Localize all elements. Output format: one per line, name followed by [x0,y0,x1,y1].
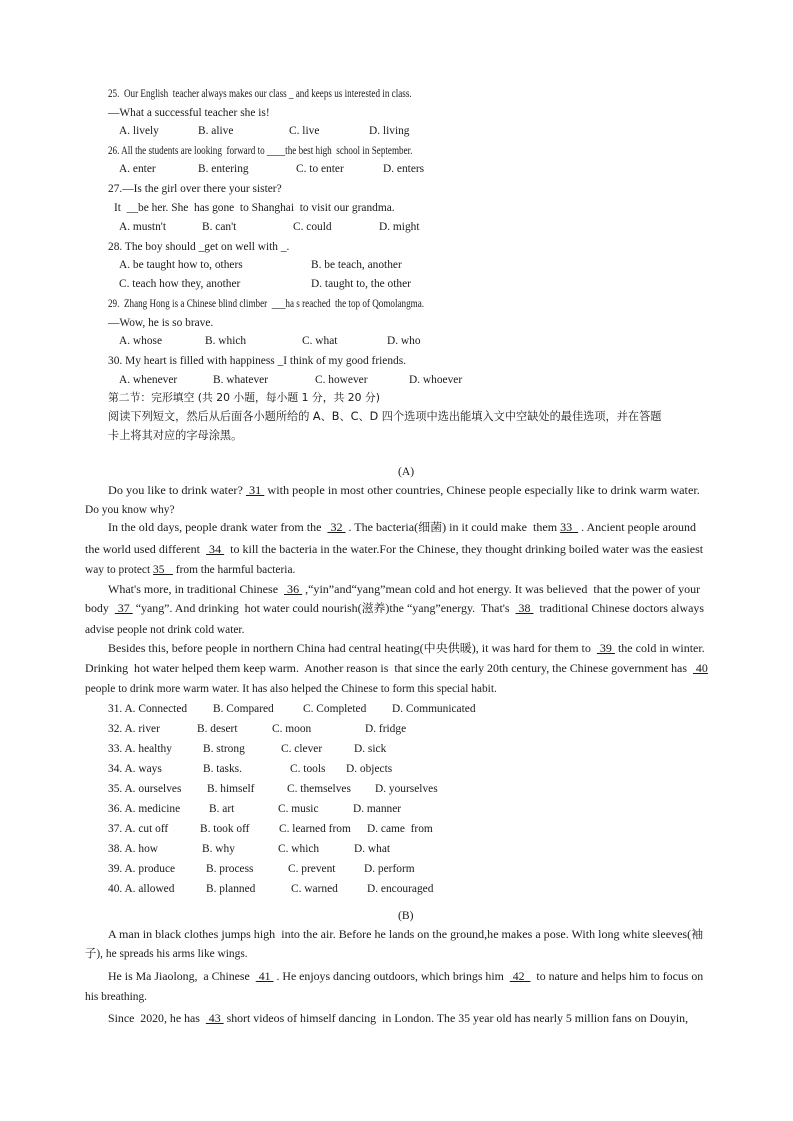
blank-marker: 40 [692,663,708,675]
option-32-2: B. Compared [213,703,274,715]
option-5-1: A. enter [119,163,156,175]
option-5-3: C. to enter [296,163,344,175]
option-38-4: D. came from [367,823,433,835]
option-16-3: C. however [315,374,368,386]
option-41-4: D. encouraged [367,883,434,895]
option-34-3: C. clever [281,743,323,755]
blank-marker: 33 [560,522,579,534]
text-line: 29. Zhang Hong is a Chinese blind climber ___ha s reached the top of Qomolangma. [108,298,425,310]
option-33-2: B. desert [197,723,238,735]
blank-marker: 42 [509,971,531,983]
text-line: 30. My heart is filled with happiness _I think of my good friends. [108,355,407,367]
text-line: 25. Our English teacher always makes our class _ and keeps us interested in class. [108,88,412,100]
option-10-2: B. be teach, another [311,259,402,271]
option-3-1: A. lively [119,125,159,137]
option-36-2: B. himself [207,783,255,795]
option-40-2: B. process [206,863,254,875]
option-39-2: B. why [202,843,235,855]
option-37-4: D. manner [353,803,402,815]
option-36-1: 35. A. ourselves [108,783,182,795]
passage-title: (A) [398,465,415,478]
option-10-1: A. be taught how to, others [119,259,243,271]
blank-marker: 41 [255,971,274,983]
option-35-3: C. tools [290,763,326,775]
option-39-4: D. what [354,843,391,855]
option-39-1: 38. A. how [108,843,158,855]
option-16-1: A. whenever [119,374,178,386]
option-32-1: 31. A. Connected [108,703,188,715]
passage-title: (B) [398,909,414,922]
option-16-2: B. whatever [213,374,269,386]
option-8-4: D. might [379,221,420,233]
option-33-4: D. fridge [365,723,407,735]
text-line: people to drink more warm water. It has also helped the Chinese to form this special habit. [85,683,497,695]
option-39-3: C. which [278,843,320,855]
option-35-2: B. tasks. [203,763,242,775]
text-line: body 37 “yang”. And drinking hot water could nourish(滋养)the “yang”energy. That's 38 traditional Chinese doctors always [85,603,705,615]
blank-marker: 34 [206,544,225,556]
option-40-1: 39. A. produce [108,863,176,875]
text-line: —What a successful teacher she is! [108,107,270,119]
option-37-3: C. music [278,803,319,815]
option-14-1: A. whose [119,335,163,347]
option-11-2: D. taught to, the other [311,278,411,290]
option-35-1: 34. A. ways [108,763,162,775]
option-33-3: C. moon [272,723,312,735]
option-38-1: 37. A. cut off [108,823,169,835]
option-38-2: B. took off [200,823,250,835]
option-35-4: D. objects [346,763,393,775]
text-line: the world used different 34 to kill the bacteria in the water.For the Chinese, they thought drinking boiled water was the easiest [85,544,704,556]
option-41-3: C. warned [291,883,338,895]
text-line: It __be her. She has gone to Shanghai to visit our grandma. [114,202,395,214]
option-8-2: B. can't [202,221,237,233]
blank-marker: 31 [245,485,265,497]
option-14-4: D. who [387,335,421,347]
text-line: Drinking hot water helped them keep warm. Another reason is that since the early 20th century, the Chinese government has 40 [85,663,708,675]
blank-marker: 32 [327,522,346,534]
text-line: 子), he spreads his arms like wings. [85,948,248,960]
option-37-2: B. art [209,803,235,815]
text-line: advise people not drink cold water. [85,624,245,636]
text-line: Since 2020, he has 43 short videos of himself dancing in London. The 35 year old has nearly 5 million fans on Douyin, [108,1013,689,1025]
text-line: 卡上将其对应的字母涂黑。 [108,429,243,442]
text-line: What's more, in traditional Chinese 36 ,“yin”and“yang”mean cold and hot energy. It was believed that the power of your [108,584,701,596]
text-line: 26. All the students are looking forward to ____the best high school in September. [108,145,413,157]
option-8-3: C. could [293,221,332,233]
option-5-4: D. enters [383,163,425,175]
option-33-1: 32. A. river [108,723,160,735]
blank-marker: 39 [596,643,615,655]
option-32-3: C. Completed [303,703,367,715]
blank-marker: 38 [515,603,534,615]
option-14-3: C. what [302,335,338,347]
text-line: 27.—Is the girl over there your sister? [108,183,282,195]
text-line: his breathing. [85,991,148,1003]
text-line: 28. The boy should _get on well with _. [108,241,290,253]
text-line: He is Ma Jiaolong, a Chinese 41 . He enjoys dancing outdoors, which brings him 42 to nature and helps him to focus on [108,971,704,983]
text-line: Do you know why? [85,504,175,516]
option-32-4: D. Communicated [392,703,476,715]
blank-marker: 43 [205,1013,224,1025]
text-line: way to protect 35 from the harmful bacteria. [85,564,296,576]
option-34-1: 33. A. healthy [108,743,172,755]
option-41-1: 40. A. allowed [108,883,175,895]
option-3-4: D. living [369,125,410,137]
option-40-4: D. perform [364,863,415,875]
option-34-2: B. strong [203,743,245,755]
blank-marker: 37 [114,603,133,615]
option-16-4: D. whoever [409,374,463,386]
option-14-2: B. which [205,335,247,347]
text-line: A man in black clothes jumps high into the air. Before he lands on the ground,he makes a pose. With long white sleeves(袖 [108,929,704,941]
option-8-1: A. mustn't [119,221,166,233]
text-line: Do you like to drink water? 31 with people in most other countries, Chinese people especially like to drink warm water. [108,485,700,497]
option-41-2: B. planned [206,883,256,895]
option-37-1: 36. A. medicine [108,803,181,815]
option-36-3: C. themselves [287,783,351,795]
option-34-4: D. sick [354,743,387,755]
option-11-1: C. teach how they, another [119,278,241,290]
option-3-3: C. live [289,125,320,137]
blank-marker: 35 [153,564,173,576]
option-5-2: B. entering [198,163,249,175]
blank-marker: 36 [284,584,303,596]
text-line: —Wow, he is so brave. [108,317,214,329]
option-36-4: D. yourselves [375,783,438,795]
text-line: 阅读下列短文，然后从后面各小题所给的 A、B、C、D 四个选项中选出能填入文中空缺处的最佳选项，并在答题 [108,410,662,423]
text-line: In the old days, people drank water from the 32 . The bacteria(细菌) in it could make them 33 . Ancient people around [108,522,697,534]
option-40-3: C. prevent [288,863,336,875]
text-line: Besides this, before people in northern China had central heating(中央供暖), it was hard for them to 39 the cold in winter. [108,643,705,655]
option-3-2: B. alive [198,125,234,137]
text-line: 第二节：完形填空 (共 20 小题，每小题 1 分，共 20 分) [108,391,380,404]
option-38-3: C. learned from [279,823,351,835]
